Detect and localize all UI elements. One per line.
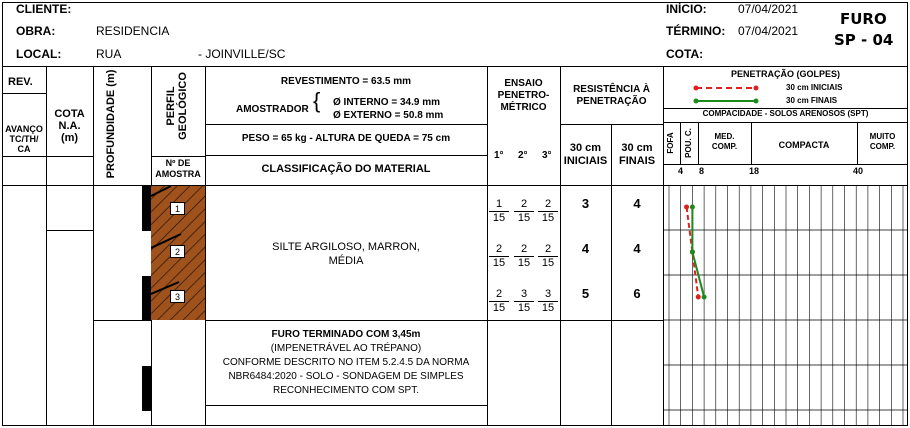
note-line-2: CONFORME DESCRITO NO ITEM 5.2.4.5 DA NORMA — [222, 357, 470, 368]
col-line — [93, 66, 94, 426]
series-point — [696, 295, 701, 300]
cota-label: COTA: — [666, 47, 704, 61]
res-finais-3: 6 — [633, 286, 641, 301]
amostra-header: Nº DE AMOSTRA — [155, 158, 201, 179]
series-point — [690, 205, 695, 210]
series-point — [690, 250, 695, 255]
ensaio-header: ENSAIO PENETRO- MÉTRICO — [497, 78, 550, 113]
local-label: LOCAL: — [16, 47, 62, 61]
blow-fraction: $\frac{2}{15}$ — [489, 288, 509, 315]
scale-tick-40: 40 — [853, 166, 864, 176]
perfil-header: PERFIL GEOLÓGICO — [165, 72, 189, 140]
res-iniciais-header: 30 cm INICIAIS — [563, 142, 608, 167]
termino-label: TÉRMINO: — [666, 24, 726, 38]
med-comp-header: MED. COMP. — [711, 132, 738, 151]
local-value: RUA — [96, 47, 122, 61]
class-divider — [205, 155, 487, 156]
classes-divider — [663, 164, 908, 165]
sample-marker-3: 3 — [170, 290, 185, 303]
muito-comp-header: MUITO COMP. — [869, 132, 896, 151]
scale-tick-18: 18 — [749, 166, 760, 176]
compacidade-header: COMPACIDADE - SOLOS ARENOSOS (SPT) — [702, 109, 869, 118]
blow-fraction: $\frac{2}{15}$ — [538, 198, 558, 225]
scale-tick-8: 8 — [699, 166, 705, 176]
legend-iniciais-label: 30 cm INICIAIS — [786, 83, 843, 92]
series-point — [702, 295, 707, 300]
spt-chart — [663, 185, 908, 426]
blow-fraction: $\frac{3}{15}$ — [514, 288, 534, 315]
note-title: FURO TERMINADO COM 3,45m — [271, 329, 421, 340]
cota-divider — [46, 156, 93, 157]
blow-fraction: $\frac{2}{15}$ — [489, 243, 509, 270]
externo-text: Ø EXTERNO = 50.8 mm — [333, 110, 444, 121]
avanco-header: AVANÇO TC/TH/ CA — [5, 124, 43, 154]
inicio-label: INÍCIO: — [666, 2, 707, 16]
legend-iniciais-marker — [694, 86, 699, 91]
ensaio-col-2: 2° — [518, 150, 528, 161]
interno-text: Ø INTERNO = 34.9 mm — [333, 97, 440, 108]
furo-label: FURO — [840, 10, 887, 28]
rev-divider — [2, 93, 46, 94]
furo-id: SP - 04 — [834, 31, 894, 49]
amostra-divider — [151, 156, 205, 157]
penetracao-header: PENETRAÇÃO (GOLPES) — [730, 69, 840, 79]
res-iniciais-3: 5 — [581, 286, 590, 301]
avanco-divider — [2, 156, 46, 157]
class-line — [680, 122, 681, 164]
legend-iniciais-marker — [754, 86, 759, 91]
local-city: - JOINVILLE/SC — [198, 47, 286, 61]
material-description: SILTE ARGILOSO, MARRON, MÉDIA — [272, 241, 420, 267]
revestimento-text: REVESTIMENTO = 63.5 mm — [280, 76, 412, 87]
legend-lines — [690, 82, 770, 106]
blow-fraction: $\frac{2}{15}$ — [514, 198, 534, 225]
pou-c-header: POU. C. — [684, 128, 693, 158]
note-line-1: (IMPENETRÁVEL AO TRÉPANO) — [270, 343, 422, 354]
row-line — [205, 320, 487, 321]
cliente-label: CLIENTE: — [16, 2, 72, 16]
compacidade-divider — [663, 122, 908, 123]
blow-fraction: $\frac{2}{15}$ — [514, 243, 534, 270]
peso-text: PESO = 65 kg - ALTURA DE QUEDA = 75 cm — [241, 133, 451, 144]
inicio-value: 07/04/2021 — [738, 2, 799, 16]
note-line-4: RECONHECIMENTO COM SPT. — [273, 385, 419, 396]
scale-tick-4: 4 — [678, 166, 684, 176]
obra-label: OBRA: — [16, 24, 56, 38]
res-iniciais-2: 4 — [581, 241, 590, 256]
sample-marker-1: 1 — [170, 202, 185, 215]
col-line — [487, 66, 488, 426]
res-finais-1: 4 — [633, 196, 641, 211]
ensaio-col-3: 3° — [542, 150, 552, 161]
col-line — [611, 124, 612, 426]
termino-value: 07/04/2021 — [738, 24, 799, 38]
legend-finais-label: 30 cm FINAIS — [786, 96, 838, 105]
blow-fraction: $\frac{3}{15}$ — [538, 288, 558, 315]
blow-fraction: $\frac{2}{15}$ — [538, 243, 558, 270]
res-finais-2: 4 — [633, 241, 641, 256]
row-line — [205, 405, 487, 406]
profundidade-header: PROFUNDIDADE (m) — [105, 69, 117, 179]
res-divider — [560, 124, 663, 125]
ensaio-col-1: 1° — [494, 150, 504, 161]
row-line — [46, 230, 93, 231]
resistencia-header: RESISTÊNCIA À PENETRAÇÃO — [573, 84, 650, 107]
sample-marker-2: 2 — [170, 245, 185, 258]
depth-scale-bar — [142, 186, 151, 426]
row-line — [487, 320, 663, 321]
legend-finais-marker — [694, 99, 699, 104]
brace-icon: { — [313, 88, 321, 113]
note-line-3: NBR6484:2020 - SOLO - SONDAGEM DE SIMPLES — [228, 371, 464, 382]
obra-value: RESIDENCIA — [96, 24, 170, 38]
legend-finais-marker — [754, 99, 759, 104]
blow-fraction: $\frac{1}{15}$ — [489, 198, 509, 225]
rev-header: REV. — [8, 76, 33, 88]
fofa-header: FOFA — [666, 132, 675, 154]
series-point — [684, 205, 689, 210]
amostrador-text: AMOSTRADOR — [236, 104, 309, 115]
classificacao-header: CLASSIFICAÇÃO DO MATERIAL — [261, 163, 431, 175]
compacta-header: COMPACTA — [778, 140, 830, 150]
rev-info-divider — [205, 124, 487, 125]
res-finais-header: 30 cm FINAIS — [618, 142, 656, 167]
cota-na-header: COTA N.A. (m) — [54, 108, 85, 144]
res-iniciais-1: 3 — [581, 196, 590, 211]
header-divider — [2, 66, 908, 67]
